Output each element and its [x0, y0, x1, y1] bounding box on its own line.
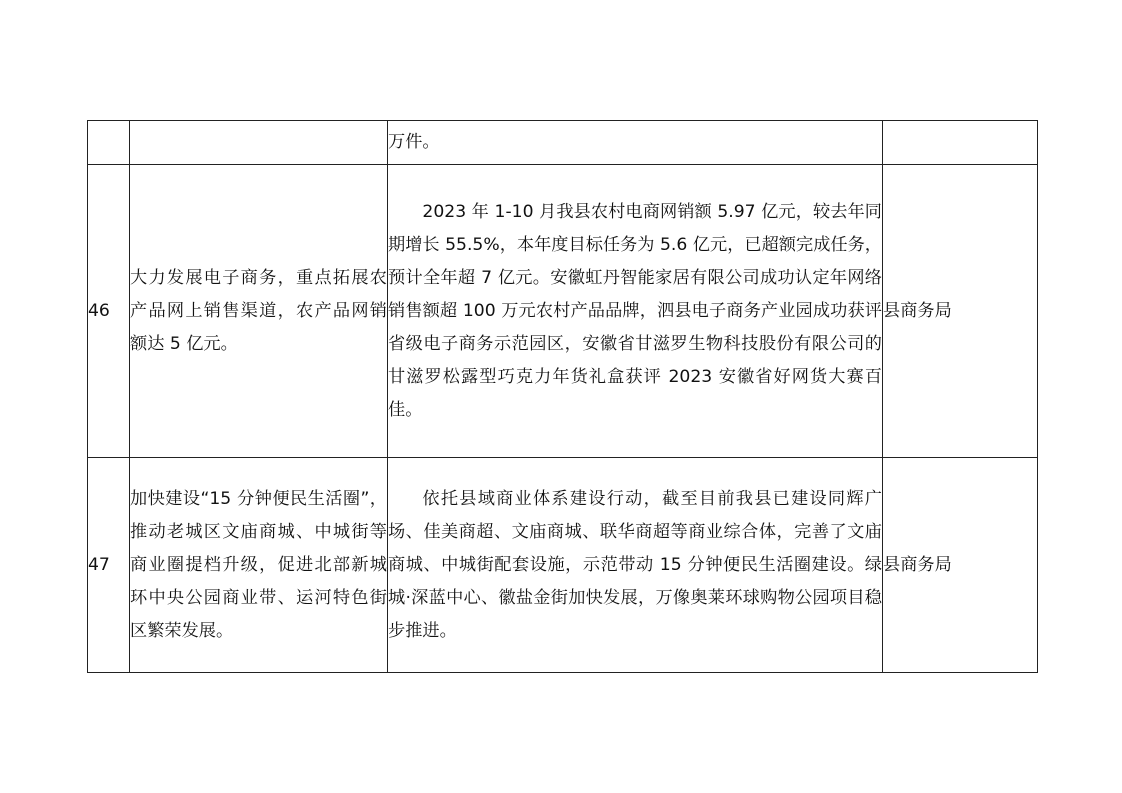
task-cell: [130, 121, 388, 165]
row-number-cell: 47: [88, 458, 130, 673]
progress-text: 依托县域商业体系建设行动，截至目前我县已建设同辉广场、佳美商超、文庙商城、联华商超等商业综合体，完善了文庙商城、中城街配套设施，示范带动 15 分钟便民生活圈建设。绿城·深蓝中心、徽盐金街加快发展，万像奥莱环球购物公园项目稳步推进。: [388, 488, 882, 641]
progress-table: [87, 120, 1038, 673]
progress-text: 万件。: [388, 132, 440, 152]
row-number-cell: [88, 121, 130, 165]
table-row: [88, 121, 1038, 165]
department-cell: 县商务局: [883, 458, 1038, 673]
table-row: [88, 458, 1038, 673]
department-cell: [883, 121, 1038, 165]
progress-text: 2023 年 1-10 月我县农村电商网销额 5.97 亿元，较去年同期增长 55.5%，本年度目标任务为 5.6 亿元，已超额完成任务，预计全年超 7 亿元。安徽虹丹智能家居有限公司成功认定年网络销售额超 100 万元农村产品品牌，泗县电子商务产业园成功获评省级电子商务示范园区，安徽省甘滋罗生物科技股份有限公司的甘滋罗松露型巧克力年货礼盒获评 2023 安徽省好网货大赛百佳。: [388, 201, 882, 420]
progress-cell: [388, 458, 883, 673]
row-number-cell: 46: [88, 165, 130, 458]
progress-cell: [388, 121, 883, 165]
task-cell: 大力发展电子商务，重点拓展农产品网上销售渠道，农产品网销额达 5 亿元。: [130, 165, 388, 458]
department-cell: 县商务局: [883, 165, 1038, 458]
progress-cell: [388, 165, 883, 458]
table-row: [88, 165, 1038, 458]
task-cell: 加快建设“15 分钟便民生活圈”，推动老城区文庙商城、中城街等商业圈提档升级，促进北部新城环中央公园商业带、运河特色街区繁荣发展。: [130, 458, 388, 673]
